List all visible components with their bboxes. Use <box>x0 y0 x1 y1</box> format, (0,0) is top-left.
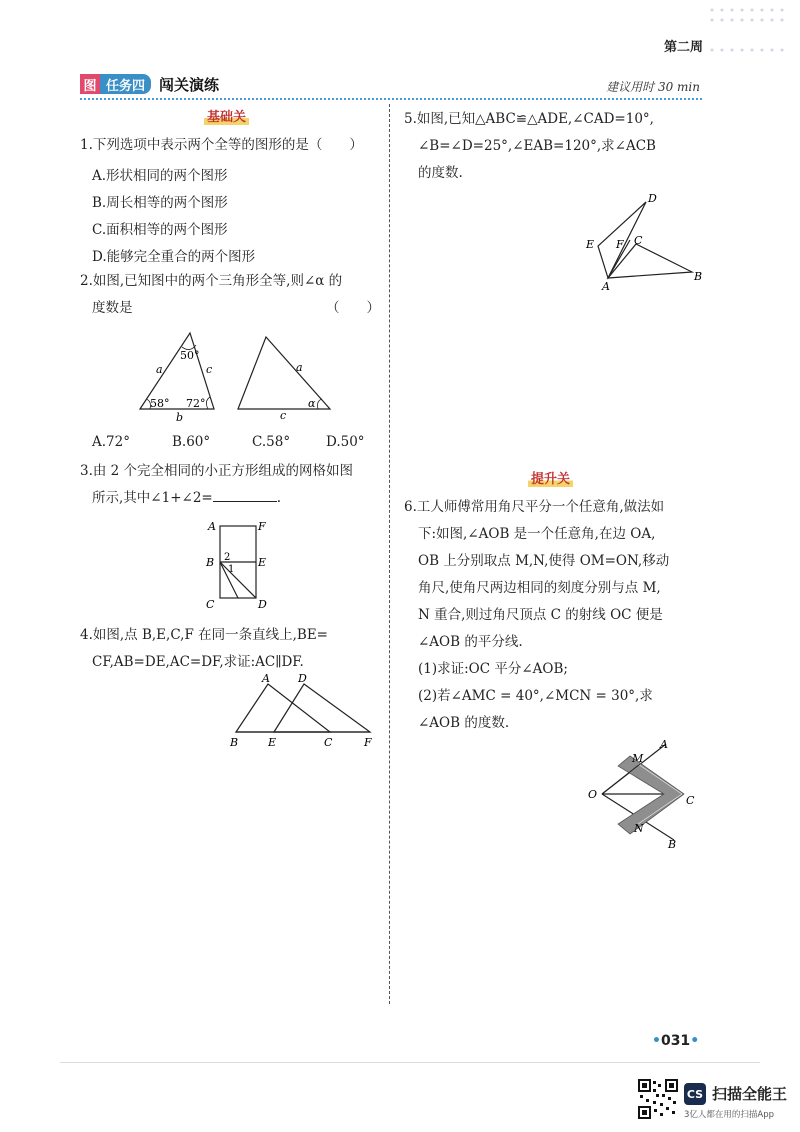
q2-answer-paren: （ ） <box>326 300 380 316</box>
footer-divider <box>60 1062 760 1063</box>
q4-label-c: C <box>324 736 333 749</box>
q2-label-58: 58° <box>150 397 170 410</box>
q2-label-b: b <box>176 411 184 424</box>
header-divider <box>80 98 702 100</box>
q4-label-e: E <box>268 736 277 749</box>
section-basic: 基础关 <box>204 106 249 125</box>
q5-label-a: A <box>602 280 610 292</box>
q2-label-c2: c <box>280 409 287 422</box>
q3-figure <box>200 518 280 614</box>
q4-label-a: A <box>262 672 270 685</box>
q6-label-n: N <box>634 822 644 835</box>
camscanner-logo-icon: CS <box>684 1083 706 1105</box>
q6-label-o: O <box>588 788 598 801</box>
q4-label-d: D <box>298 672 307 685</box>
task-header <box>80 73 219 95</box>
q2-option-a: A.72° <box>92 434 130 450</box>
q6-figure <box>582 736 712 852</box>
q2-figure <box>130 325 370 425</box>
q2-option-d: D.50° <box>326 434 365 450</box>
section-advanced: 提升关 <box>528 468 573 487</box>
page-number: •031• <box>652 1033 700 1049</box>
q3-label-b: B <box>206 556 215 569</box>
q3-label-a: A <box>208 520 216 533</box>
q6-sub2-line2: ∠AOB 的度数. <box>418 715 510 731</box>
q3-label-2: 2 <box>224 552 231 563</box>
q1-option-a: A.形状相同的两个图形 <box>92 168 228 184</box>
app-name: 扫描全能王 <box>712 1085 788 1103</box>
q6-label-m: M <box>632 752 644 765</box>
q4-label-b: B <box>230 736 239 749</box>
q2-option-c: C.58° <box>252 434 291 450</box>
q1-stem: 1.下列选项中表示两个全等的图形的是（ ） <box>80 137 363 153</box>
q3-label-c: C <box>206 598 215 611</box>
q2-stem-line1: 2.如图,已知图中的两个三角形全等,则∠α 的 <box>80 273 343 289</box>
q1-option-c: C.面积相等的两个图形 <box>92 222 228 238</box>
q6-sub2-line1: (2)若∠AMC = 40°,∠MCN = 30°,求 <box>418 688 653 704</box>
q5-stem-line3: 的度数. <box>418 165 463 181</box>
q4-figure <box>224 672 384 750</box>
q5-label-b: B <box>694 270 703 283</box>
q4-stem-line2: CF,AB=DE,AC=DF,求证:AC∥DF. <box>92 654 304 670</box>
q3-label-1: 1 <box>228 564 235 575</box>
q3-label-f: F <box>258 520 266 533</box>
q6-label-c: C <box>686 794 695 807</box>
q2-option-b: B.60° <box>172 434 211 450</box>
q5-label-d: D <box>648 192 657 205</box>
q6-stem-line1: 6.工人师傅常用角尺平分一个任意角,做法如 <box>404 499 665 515</box>
recommended-time: 建议用时 30 min <box>606 80 700 94</box>
q2-label-c1: c <box>206 363 213 376</box>
q6-sub1: (1)求证:OC 平分∠AOB; <box>418 661 568 677</box>
q3-label-d: D <box>258 598 267 611</box>
q5-stem-line1: 5.如图,已知△ABC≌△ADE,∠CAD=10°, <box>404 111 654 127</box>
corner-dot-pattern <box>706 4 796 56</box>
task-title: 闯关演练 <box>159 75 220 94</box>
q4-label-f: F <box>364 736 372 749</box>
week-label: 第二周 <box>664 40 704 55</box>
column-divider <box>389 104 390 1004</box>
q5-label-f: F <box>616 238 624 251</box>
q5-label-c: C <box>634 234 643 247</box>
q2-label-50: 50° <box>180 349 200 362</box>
q6-stem-line5: N 重合,则过角尺顶点 C 的射线 OC 便是 <box>418 607 663 623</box>
q2-label-a1: a <box>156 363 163 376</box>
q4-stem-line1: 4.如图,点 B,E,C,F 在同一条直线上,BE= <box>80 627 328 643</box>
q3-answer-blank[interactable] <box>213 487 277 502</box>
q5-figure <box>580 188 710 292</box>
q2-label-alpha: α <box>308 397 316 410</box>
q6-stem-line2: 下:如图,∠AOB 是一个任意角,在边 OA, <box>418 526 656 542</box>
book-icon: 图 <box>80 74 100 94</box>
task-number: 任务四 <box>100 74 151 94</box>
q2-stem-line2: 度数是 <box>92 300 133 316</box>
qr-code-icon <box>638 1079 678 1119</box>
q2-label-72: 72° <box>186 397 206 410</box>
app-tagline: 3亿人都在用的扫描App <box>684 1110 775 1120</box>
q6-stem-line6: ∠AOB 的平分线. <box>418 634 523 650</box>
q6-label-a: A <box>660 738 668 751</box>
q3-label-e: E <box>258 556 267 569</box>
q6-label-b: B <box>668 838 677 851</box>
q2-label-a2: a <box>296 361 303 374</box>
q1-option-d: D.能够完全重合的两个图形 <box>92 249 256 265</box>
q1-option-b: B.周长相等的两个图形 <box>92 195 228 211</box>
q6-stem-line3: OB 上分别取点 M,N,使得 OM=ON,移动 <box>418 553 670 569</box>
q6-stem-line4: 角尺,使角尺两边相同的刻度分别与点 M, <box>418 580 661 596</box>
q5-label-e: E <box>586 238 595 251</box>
q3-stem-line2: 所示,其中∠1+∠2= . <box>92 485 281 512</box>
q5-stem-line2: ∠B=∠D=25°,∠EAB=120°,求∠ACB <box>418 138 656 154</box>
q3-stem-line1: 3.由 2 个完全相同的小正方形组成的网格如图 <box>80 463 354 479</box>
